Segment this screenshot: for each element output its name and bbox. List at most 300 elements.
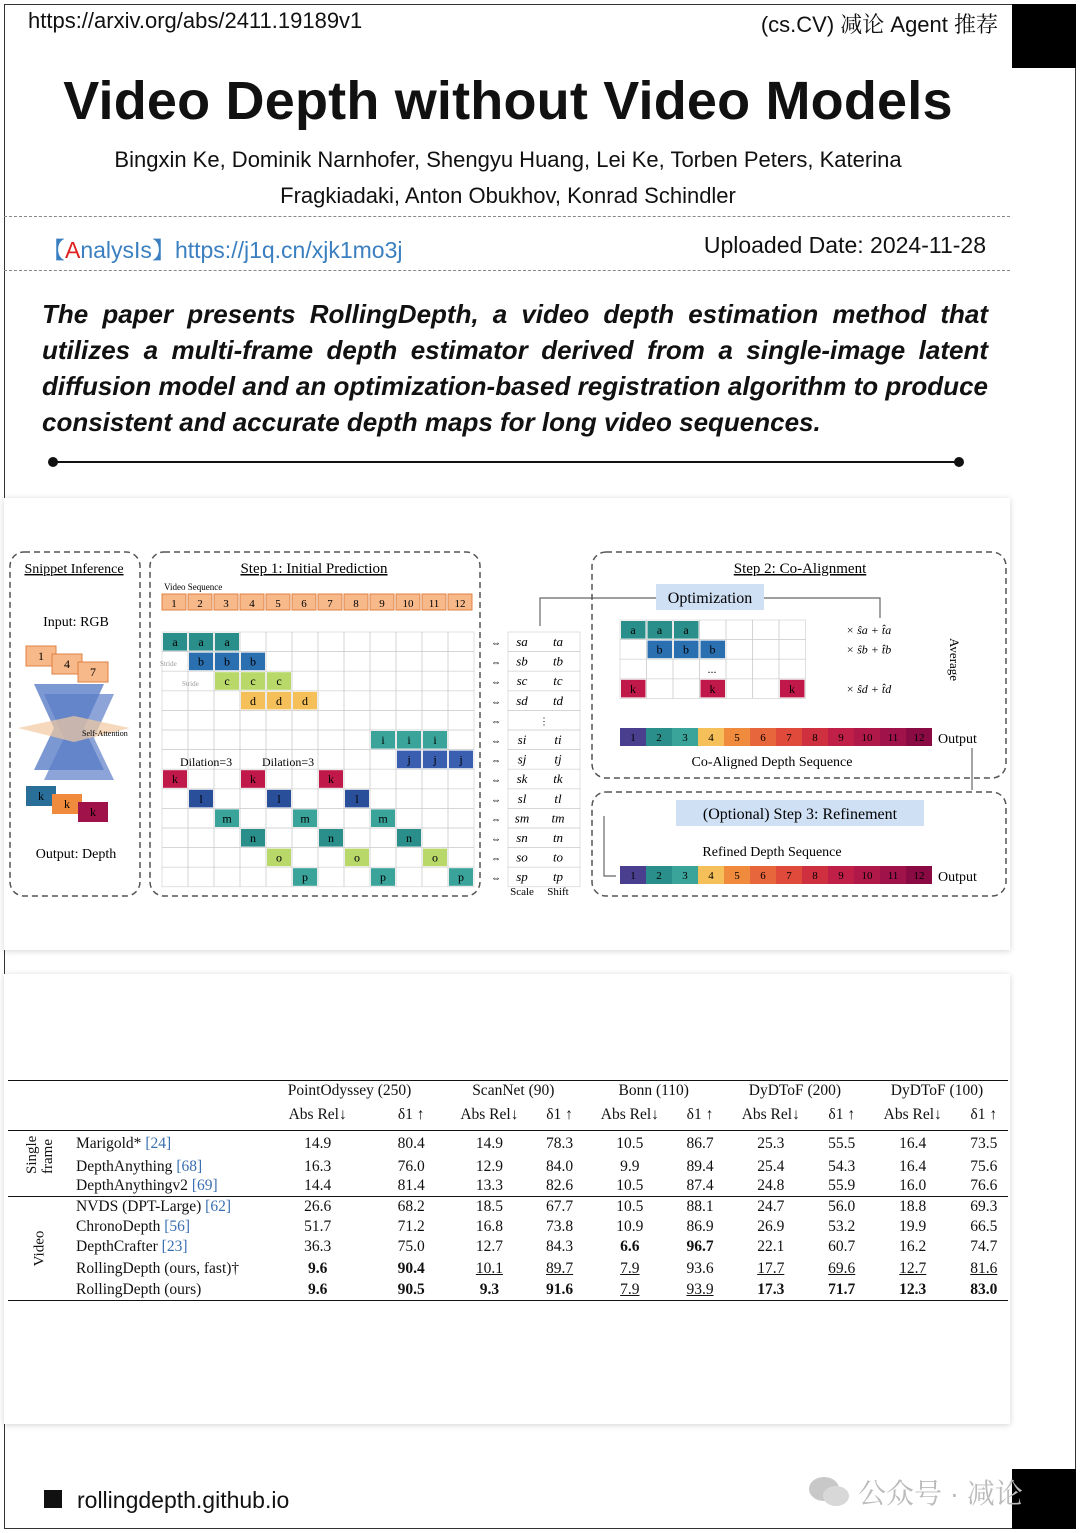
metric-value: 73.5	[970, 1134, 998, 1152]
output-label-2: Output	[938, 870, 977, 885]
scale-value: so	[516, 849, 528, 865]
table-row	[8, 1197, 1008, 1217]
metric-value: 87.4	[686, 1177, 714, 1195]
method-name: NVDS (DPT-Large) [62]	[76, 1197, 231, 1215]
metric-value: 93.9	[686, 1281, 714, 1299]
snippet-cell-letter: m	[222, 811, 232, 826]
scale-value: sc	[516, 673, 528, 689]
bidirectional-arrow: ⇔	[491, 657, 501, 669]
snippet-title: Snippet Inference	[24, 562, 124, 577]
metric-value: 90.4	[397, 1259, 425, 1277]
grid-cell	[162, 808, 188, 828]
metric-value: 14.9	[304, 1134, 332, 1152]
grid-cell	[370, 750, 396, 770]
grid-cell	[448, 671, 474, 691]
table-row	[8, 1237, 1008, 1257]
grid-cell	[318, 808, 344, 828]
grid-cell	[422, 691, 448, 711]
snippet-cell-letter: o	[354, 850, 360, 865]
align-grid-cell	[620, 659, 647, 679]
metric-value: 26.6	[304, 1197, 332, 1215]
citation-link[interactable]: [68]	[176, 1157, 203, 1175]
depth-seq-number: 4	[708, 870, 714, 882]
grid-cell	[422, 671, 448, 691]
citation-link[interactable]: [69]	[191, 1177, 218, 1195]
depth-seq-number: 2	[656, 870, 662, 882]
grid-cell	[396, 710, 422, 730]
grid-cell	[188, 808, 214, 828]
metric-value: 55.9	[828, 1177, 856, 1195]
grid-cell	[318, 652, 344, 672]
align-cell-letter: a	[683, 623, 689, 637]
section-divider	[52, 461, 960, 463]
grid-cell	[240, 710, 266, 730]
metric-value: 9.3	[479, 1281, 500, 1299]
grid-cell	[266, 632, 292, 652]
depth-frame-c: k	[90, 805, 96, 819]
dataset-dydtof-200: DyDToF (200)	[748, 1081, 842, 1099]
grid-cell	[292, 730, 318, 750]
snippet-cell-letter: l	[355, 791, 359, 806]
bidirectional-arrow: ⇔	[491, 677, 501, 689]
depth-seq-number: 2	[656, 732, 662, 744]
metric-value: 16.2	[899, 1237, 927, 1255]
grid-cell	[266, 730, 292, 750]
align-grid-cell	[779, 640, 806, 660]
grid-cell	[422, 652, 448, 672]
grid-cell	[292, 652, 318, 672]
analysis-link-row[interactable]	[42, 232, 403, 265]
metric-value: 91.6	[546, 1281, 574, 1299]
align-grid-cell	[753, 679, 780, 699]
grid-cell	[214, 828, 240, 848]
shift-label: Shift	[547, 886, 569, 898]
align-cell-letter: a	[656, 623, 663, 637]
video-frame-number: 8	[353, 598, 359, 610]
method-name: Marigold* [24]	[76, 1134, 172, 1152]
depth-seq-number: 8	[812, 732, 818, 744]
grid-cell	[292, 769, 318, 789]
align-grid-cell	[726, 620, 753, 640]
grid-cell	[214, 848, 240, 868]
grid-cell	[318, 867, 344, 887]
metric-value: 84.0	[546, 1157, 574, 1175]
snippet-cell-letter: i	[433, 733, 437, 747]
grid-cell	[292, 848, 318, 868]
align-cell-letter: k	[709, 681, 716, 696]
analysis-a-letter: A	[65, 237, 81, 263]
table-row	[8, 1157, 1008, 1177]
footer-url[interactable]: rollingdepth.github.io	[77, 1487, 290, 1513]
align-grid-cell	[647, 659, 674, 679]
snippet-cell-letter: d	[302, 693, 308, 708]
shift-value: tl	[554, 790, 562, 806]
paper-summary: The paper presents RollingDepth, a video depth estimation method that utilizes a multi-frame depth estimator derived from a single-image latent diffusion model and an optimization-based registration algorithm to produce consistent and accurate depth maps for long video sequences.	[42, 299, 988, 437]
co-aligned-sequence	[620, 728, 932, 746]
grid-cell	[188, 730, 214, 750]
bidirectional-arrow: ⇔	[491, 853, 501, 865]
grid-cell	[422, 867, 448, 887]
grid-cell	[188, 867, 214, 887]
metric-value: 7.9	[620, 1259, 640, 1277]
snippet-cell-letter: n	[406, 831, 412, 845]
grid-cell	[214, 769, 240, 789]
grid-cell	[448, 632, 474, 652]
grid-cell	[396, 848, 422, 868]
metric-value: 78.3	[546, 1134, 574, 1152]
method-name: DepthAnything [68]	[76, 1157, 203, 1175]
method-name: RollingDepth (ours)	[76, 1281, 202, 1299]
align-grid-cell	[620, 640, 647, 660]
metric-header: Abs Rel↓	[288, 1106, 347, 1124]
output-depth-frames	[26, 786, 108, 822]
results-table	[8, 1080, 1008, 1301]
grid-cell	[396, 652, 422, 672]
depth-seq-number: 6	[760, 870, 766, 882]
metric-value: 14.9	[475, 1134, 503, 1152]
grid-cell	[292, 632, 318, 652]
snippet-cell-letter: j	[459, 752, 463, 767]
grid-cell	[344, 867, 370, 887]
metric-header: δ1 ↑	[397, 1106, 425, 1124]
snippet-cell-letter: p	[302, 870, 308, 885]
align-grid-cell	[753, 620, 780, 640]
metric-value: 6.6	[620, 1237, 640, 1255]
metric-value: 89.4	[686, 1157, 714, 1175]
metric-value: 9.9	[620, 1157, 640, 1175]
ellipsis: ⋮	[539, 716, 549, 728]
citation-link[interactable]: [23]	[161, 1237, 188, 1255]
grid-cell	[422, 710, 448, 730]
input-frame-1: 1	[38, 649, 44, 663]
scale-shift-term: × ŝd + t̂d	[846, 681, 892, 696]
grid-cell	[344, 750, 370, 770]
grid-cell	[448, 710, 474, 730]
refinement-label: (Optional) Step 3: Refinement	[702, 806, 898, 823]
snippet-cell-letter: j	[433, 752, 437, 767]
grid-cell	[370, 789, 396, 809]
metric-header-row	[8, 1101, 1008, 1131]
table-row	[8, 1257, 1008, 1281]
optimization-label: Optimization	[667, 590, 753, 607]
shift-value: tp	[552, 869, 564, 885]
bidirectional-arrow: ⇔	[491, 716, 501, 728]
grid-cell	[240, 848, 266, 868]
grid-cell	[266, 867, 292, 887]
shift-value: ti	[554, 732, 562, 747]
grid-cell	[396, 671, 422, 691]
snippet-cell-letter: c	[250, 674, 256, 689]
citation-link[interactable]: [56]	[164, 1217, 191, 1235]
citation-link[interactable]: [62]	[205, 1197, 231, 1215]
align-grid-cell	[726, 679, 753, 699]
align-cell-letter: k	[789, 681, 795, 696]
metric-value: 84.3	[546, 1237, 574, 1255]
grid-cell	[370, 632, 396, 652]
depth-seq-number: 9	[838, 732, 844, 744]
shift-value: to	[552, 849, 564, 865]
metric-value: 10.5	[616, 1177, 644, 1195]
grid-cell	[318, 730, 344, 750]
grid-cell	[370, 652, 396, 672]
align-grid-cell	[779, 620, 806, 640]
output-label-1: Output	[938, 732, 977, 747]
ellipsis: ...	[707, 662, 717, 677]
scale-value: sm	[514, 810, 530, 826]
shift-value: tm	[551, 810, 565, 826]
metric-header: δ1 ↑	[686, 1106, 714, 1124]
depth-seq-number: 10	[861, 732, 873, 744]
snippet-cell-letter: o	[276, 850, 282, 865]
align-grid-cell	[726, 640, 753, 660]
metric-value: 24.7	[757, 1197, 785, 1215]
depth-seq-number: 5	[734, 870, 740, 882]
metric-value: 74.7	[970, 1237, 998, 1255]
grid-cell	[292, 710, 318, 730]
video-frame-number: 4	[249, 598, 255, 610]
video-frame-number: 1	[171, 598, 177, 610]
authors-line-2: Fragkiadaki, Anton Obukhov, Konrad Schindler	[280, 183, 736, 208]
bidirectional-arrow: ⇔	[491, 696, 501, 708]
grid-cell	[162, 867, 188, 887]
grid-cell	[214, 710, 240, 730]
metric-value: 10.1	[475, 1259, 503, 1277]
metric-value: 12.7	[899, 1259, 927, 1277]
scale-value: sa	[516, 634, 528, 649]
snippet-cell-letter: c	[224, 674, 230, 689]
self-attention-label: Self-Attention	[82, 729, 128, 738]
citation-link[interactable]: [24]	[145, 1134, 172, 1152]
metric-header: δ1 ↑	[970, 1106, 998, 1124]
metric-value: 25.4	[757, 1157, 785, 1175]
grid-cell	[240, 808, 266, 828]
metric-value: 26.9	[757, 1217, 785, 1235]
dilation-label-b: Dilation=3	[262, 755, 315, 769]
metric-value: 22.1	[757, 1237, 785, 1255]
grid-cell	[344, 710, 370, 730]
snippet-cell-letter: l	[277, 791, 281, 806]
grid-cell	[370, 828, 396, 848]
grid-cell	[162, 828, 188, 848]
metric-value: 75.6	[970, 1157, 998, 1175]
grid-cell	[162, 710, 188, 730]
grid-cell	[162, 730, 188, 750]
snippet-cell-letter: p	[458, 870, 464, 885]
metric-value: 71.7	[828, 1281, 856, 1299]
metric-value: 9.6	[307, 1281, 328, 1299]
grid-cell	[214, 867, 240, 887]
metric-value: 76.6	[970, 1177, 998, 1195]
snippet-cell-letter: a	[172, 635, 178, 649]
dataset-bonn: Bonn (110)	[618, 1081, 689, 1099]
metric-value: 36.3	[304, 1237, 332, 1255]
depth-seq-number: 11	[887, 732, 899, 744]
grid-cell	[344, 769, 370, 789]
grid-cell	[396, 789, 422, 809]
group-single-frame: Single frame	[24, 1135, 56, 1174]
bidirectional-arrow: ⇔	[491, 736, 501, 747]
video-frame-number: 2	[197, 598, 203, 610]
table-row	[8, 1217, 1008, 1237]
grid-cell	[188, 691, 214, 711]
bidirectional-arrow: ⇔	[491, 775, 501, 787]
grid-cell	[448, 848, 474, 868]
depth-seq-number: 6	[760, 732, 766, 744]
depth-seq-number: 12	[913, 870, 925, 882]
align-grid-cell	[673, 679, 700, 699]
align-grid-cell	[647, 679, 674, 699]
method-figure	[4, 498, 1010, 950]
grid-cell	[448, 652, 474, 672]
snippet-cell-letter: n	[328, 831, 334, 845]
grid-cell	[318, 789, 344, 809]
metric-value: 10.5	[616, 1197, 644, 1215]
grid-cell	[396, 769, 422, 789]
align-cell-letter: b	[656, 642, 663, 657]
grid-cell	[448, 691, 474, 711]
grid-cell	[448, 789, 474, 809]
align-cell-letter: b	[709, 642, 716, 657]
metric-value: 69.6	[828, 1259, 856, 1277]
snippet-cell-letter: a	[198, 635, 204, 649]
footer-bullet	[44, 1490, 62, 1508]
depth-seq-number: 11	[887, 870, 899, 882]
scale-value: sl	[517, 790, 527, 806]
metric-value: 66.5	[970, 1217, 998, 1235]
paper-authors	[60, 142, 956, 214]
grid-cell	[370, 671, 396, 691]
metric-value: 16.8	[475, 1217, 503, 1235]
metric-header: δ1 ↑	[828, 1106, 856, 1124]
metric-header: Abs Rel↓	[741, 1106, 800, 1124]
metric-value: 71.2	[397, 1217, 425, 1235]
snippet-cell-letter: b	[198, 654, 204, 669]
metric-value: 51.7	[304, 1217, 332, 1235]
metric-value: 53.2	[828, 1217, 856, 1235]
grid-cell	[214, 789, 240, 809]
shift-value: tk	[553, 771, 563, 787]
grid-cell	[318, 632, 344, 652]
align-grid-cell	[753, 640, 780, 660]
metric-value: 16.4	[899, 1157, 927, 1175]
metric-value: 82.6	[546, 1177, 574, 1195]
depth-seq-number: 12	[913, 732, 925, 744]
metric-value: 17.7	[757, 1259, 785, 1277]
align-grid-cell	[700, 620, 727, 640]
average-label: Average	[947, 638, 962, 682]
snippet-cell-letter: m	[378, 811, 388, 826]
align-grid-cell	[673, 659, 700, 679]
metric-value: 86.9	[686, 1217, 714, 1235]
scale-value: sk	[516, 771, 528, 787]
grid-cell	[266, 769, 292, 789]
metric-value: 9.6	[307, 1259, 328, 1277]
grid-cell	[344, 691, 370, 711]
align-grid-cell	[753, 659, 780, 679]
corner-tab	[1012, 4, 1076, 68]
authors-line-1: Bingxin Ke, Dominik Narnhofer, Shengyu Huang, Lei Ke, Torben Peters, Katerina	[114, 147, 902, 172]
grid-cell	[240, 789, 266, 809]
metric-value: 7.9	[620, 1281, 640, 1299]
metric-value: 90.5	[397, 1281, 425, 1299]
metric-value: 18.8	[899, 1197, 927, 1215]
metric-value: 56.0	[828, 1197, 856, 1215]
grid-cell	[370, 769, 396, 789]
metric-value: 24.8	[757, 1177, 785, 1195]
snippet-cell-letter: d	[276, 693, 282, 708]
scale-value: sb	[516, 653, 528, 669]
grid-cell	[396, 691, 422, 711]
method-name: ChronoDepth [56]	[76, 1217, 191, 1235]
grid-cell	[344, 652, 370, 672]
scale-value: sd	[516, 692, 528, 708]
snippet-cell-letter: n	[250, 831, 256, 845]
method-name: DepthAnythingv2 [69]	[76, 1177, 218, 1195]
arxiv-url[interactable]: https://arxiv.org/abs/2411.19189v1	[28, 8, 363, 33]
metric-value: 68.2	[397, 1197, 425, 1215]
metric-header: Abs Rel↓	[600, 1106, 659, 1124]
output-depth-label: Output: Depth	[35, 847, 117, 862]
video-frame-number: 5	[275, 598, 281, 610]
wechat-watermark	[808, 1472, 1023, 1512]
scale-shift-term: × ŝb + t̂b	[846, 642, 892, 657]
snippet-cell-letter: p	[380, 870, 386, 885]
align-cell-letter: a	[630, 623, 636, 637]
refined-sequence	[620, 866, 932, 884]
depth-seq-number: 3	[682, 732, 688, 744]
metric-value: 55.5	[828, 1134, 856, 1152]
metric-value: 60.7	[828, 1237, 856, 1255]
depth-frame-a: k	[38, 789, 44, 803]
metric-value: 69.3	[970, 1197, 998, 1215]
align-grid-cell	[726, 659, 753, 679]
video-frame-number: 12	[454, 598, 466, 610]
grid-cell	[448, 769, 474, 789]
snippet-cell-letter: i	[407, 733, 411, 747]
depth-seq-number: 4	[708, 732, 714, 744]
refine-arrow	[604, 816, 616, 876]
shift-value: tn	[552, 830, 564, 845]
bidirectional-arrow: ⇔	[491, 638, 501, 649]
refined-label: Refined Depth Sequence	[702, 845, 842, 860]
metric-value: 83.0	[970, 1281, 998, 1299]
video-frame-row	[162, 594, 472, 610]
snippet-cell-letter: b	[224, 654, 230, 669]
table-row	[8, 1177, 1008, 1197]
metric-value: 67.7	[546, 1197, 574, 1215]
analysis-link[interactable]: https://j1q.cn/xjk1mo3j	[174, 237, 403, 263]
metric-value: 13.3	[475, 1177, 503, 1195]
analysis-label: nalysIs	[80, 237, 152, 263]
uploaded-date: Uploaded Date: 2024-11-28	[703, 232, 986, 258]
grid-cell	[422, 632, 448, 652]
grid-cell	[266, 710, 292, 730]
dataset-scannet: ScanNet (90)	[472, 1081, 555, 1099]
metric-header: Abs Rel↓	[883, 1106, 942, 1124]
grid-cell	[318, 671, 344, 691]
grid-cell	[344, 828, 370, 848]
bidirectional-arrow: ⇔	[491, 794, 501, 806]
dilation-label-a: Dilation=3	[180, 755, 233, 769]
grid-cell	[370, 848, 396, 868]
grid-cell	[344, 730, 370, 750]
grid-cell	[396, 632, 422, 652]
metric-value: 12.3	[899, 1281, 927, 1299]
shift-value: td	[552, 692, 564, 708]
align-grid-cell	[779, 659, 806, 679]
grid-cell	[422, 828, 448, 848]
depth-frame-b: k	[64, 797, 70, 811]
